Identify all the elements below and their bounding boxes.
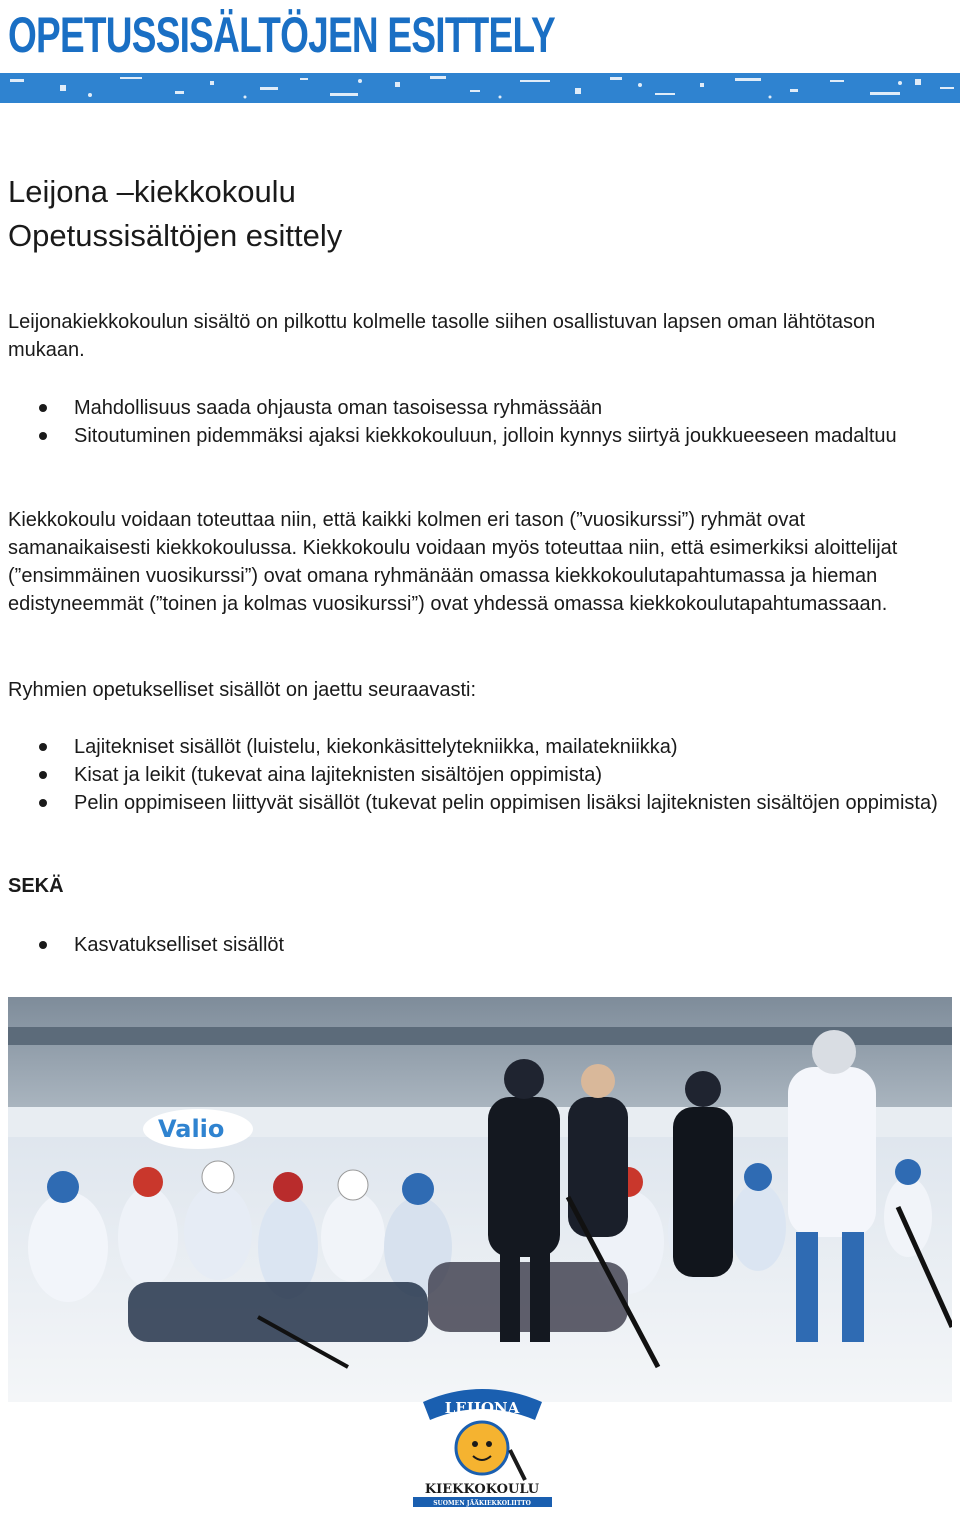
- lion-icon: [456, 1422, 508, 1474]
- header-band: [0, 73, 960, 103]
- hockey-school-photo: [8, 997, 952, 1402]
- seka-label: SEKÄ: [8, 875, 64, 897]
- bullet-list-2: [0, 733, 940, 817]
- list-item: Kasvatukselliset sisällöt: [0, 931, 940, 959]
- section-heading: [8, 170, 342, 258]
- bullet-icon: [39, 432, 47, 440]
- bullet-icon: [39, 941, 47, 949]
- logo-middle-text: KIEKKOKOULU: [424, 1482, 540, 1497]
- logo-bottom-text: SUOMEN JÄÄKIEKKOLIITTO: [433, 1500, 531, 1507]
- list-item: Pelin oppimiseen liittyvät sisällöt (tukevat pelin oppimisen lisäksi lajiteknisten sisältöjen oppimista): [0, 789, 940, 817]
- stick-icon: [510, 1450, 525, 1480]
- svg-text:Valio: Valio: [158, 1115, 225, 1143]
- list-item: Lajitekniset sisällöt (luistelu, kiekonkäsittelytekniikka, mailatekniikka): [0, 733, 940, 761]
- bullet-icon: [39, 404, 47, 412]
- bullet-icon: [39, 743, 47, 751]
- leijona-kiekkokoulu-logo: [405, 1380, 560, 1508]
- heading-line-2: Opetussisältöjen esittely: [8, 218, 343, 253]
- photo-illustration: [8, 997, 952, 1402]
- band-texture: [0, 73, 960, 103]
- bullet-list-3: [0, 931, 940, 959]
- body-paragraph-2: Kiekkokoulu voidaan toteuttaa niin, että kaikki kolmen eri tason (”vuosikurssi”) ryhmät ovat samanaikaisesti kiekkokoulussa. Kiekkokoulu voidaan myös toteuttaa niin, että esimerkiksi aloittelijat (”ensimmäinen vuosikurssi”) ovat omana ryhmänään omassa kiekkokoulutapahtumassa ja hieman edistyneemmät (”toinen ja kolmas vuosikurssi”) ovat yhdessä omassa kiekkokoulutapahtumassaan.: [8, 509, 898, 615]
- bullet-list-1: [0, 394, 940, 450]
- list-item: Mahdollisuus saada ohjausta oman tasoisessa ryhmässään: [0, 394, 940, 422]
- list-item: Sitoutuminen pidemmäksi ajaksi kiekkokouluun, jolloin kynnys siirtyä joukkueeseen madaltuu: [0, 422, 940, 450]
- body-paragraph-3: Ryhmien opetukselliset sisällöt on jaettu seuraavasti:: [8, 679, 477, 701]
- bullet-icon: [39, 771, 47, 779]
- heading-line-1: Leijona –kiekkokoulu: [8, 174, 296, 209]
- list-item: Kisat ja leikit (tukevat aina lajiteknisten sisältöjen oppimista): [0, 761, 940, 789]
- logo-graphic: [405, 1380, 560, 1508]
- intro-paragraph: Leijonakiekkokoulun sisältö on pilkottu kolmelle tasolle siihen osallistuvan lapsen oman lähtötason mukaan.: [8, 311, 876, 361]
- bullet-icon: [39, 799, 47, 807]
- page-title: OPETUSSISÄLTÖJEN ESITTELY: [8, 7, 555, 63]
- logo-top-text: LEIJONA: [444, 1399, 520, 1417]
